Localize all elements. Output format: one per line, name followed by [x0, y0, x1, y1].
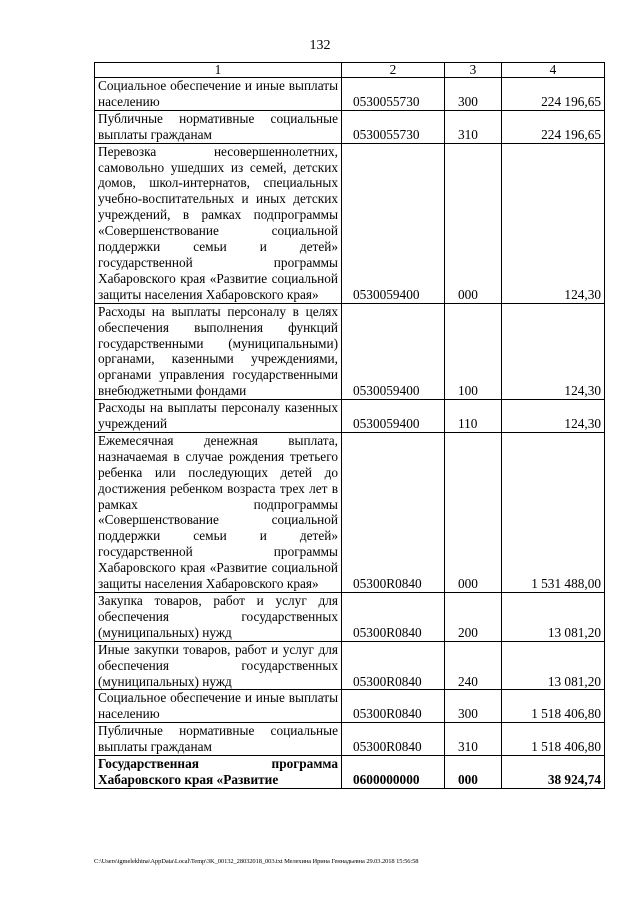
row-type-cell: 110 [445, 400, 502, 433]
row-code-cell: 0530055730 [342, 110, 445, 143]
row-code-cell: 05300R0840 [342, 432, 445, 592]
row-code-cell: 05300R0840 [342, 723, 445, 756]
row-type-cell: 000 [445, 432, 502, 592]
row-name-cell: Расходы на выплаты персоналу в целях обеспечения выполнения функций государственными (муниципальными) органами, казенными учреждениями, органами управления государственными внебюджетными фондами [95, 303, 342, 399]
row-name-cell: Государственная программа Хабаровского края «Развитие [95, 756, 342, 789]
table-row [95, 78, 605, 111]
table-row [95, 143, 605, 303]
row-sum-cell: 224 196,65 [502, 78, 605, 111]
table-header-row [95, 63, 605, 78]
table-row [95, 641, 605, 690]
row-name-cell: Иные закупки товаров, работ и услуг для обеспечения государственных (муниципальных) нужд [95, 641, 342, 690]
row-name-cell: Ежемесячная денежная выплата, назначаемая в случае рождения третьего ребенка или последующих детей до достижения ребенком возраста трех лет в рамках подпрограммы «Совершенствование социальной поддержки семьи и детей» государственной программы Хабаровского края «Развитие социальной защиты населения Хабаровского края» [95, 432, 342, 592]
row-name-cell: Перевозка несовершеннолетних, самовольно ушедших из семей, детских домов, школ-интернатов, специальных учебно-воспитательных и иных детских учреждений, в рамках подпрограммы «Совершенствование социальной поддержки семьи и детей» государственной программы Хабаровского края «Развитие социальной защиты населения Хабаровского края» [95, 143, 342, 303]
budget-table [94, 62, 605, 789]
row-sum-cell: 124,30 [502, 400, 605, 433]
row-code-cell: 0530059400 [342, 400, 445, 433]
row-code-cell: 0530055730 [342, 78, 445, 111]
table-row [95, 303, 605, 399]
table-row [95, 690, 605, 723]
row-type-cell: 310 [445, 110, 502, 143]
row-sum-cell: 1 518 406,80 [502, 690, 605, 723]
table-row [95, 723, 605, 756]
footer-file-path: C:\Users\igmelekhina\AppData\Local\Temp\3K_00132_28032018_003.txt Мелехина Ирина Геннадьевна 29.03.2018 15:56:58 [94, 858, 419, 865]
table-row [95, 756, 605, 789]
row-sum-cell: 13 081,20 [502, 593, 605, 642]
row-type-cell: 000 [445, 143, 502, 303]
row-type-cell: 300 [445, 78, 502, 111]
row-name-cell: Социальное обеспечение и иные выплаты населению [95, 78, 342, 111]
row-name-cell: Социальное обеспечение и иные выплаты населению [95, 690, 342, 723]
row-type-cell: 000 [445, 756, 502, 789]
row-code-cell: 0530059400 [342, 143, 445, 303]
table-row [95, 110, 605, 143]
row-sum-cell: 38 924,74 [502, 756, 605, 789]
row-code-cell: 05300R0840 [342, 641, 445, 690]
table-row [95, 400, 605, 433]
row-sum-cell: 13 081,20 [502, 641, 605, 690]
header-cell-4: 4 [502, 63, 605, 78]
row-sum-cell: 124,30 [502, 303, 605, 399]
row-type-cell: 310 [445, 723, 502, 756]
row-code-cell: 05300R0840 [342, 690, 445, 723]
row-sum-cell: 1 518 406,80 [502, 723, 605, 756]
row-type-cell: 100 [445, 303, 502, 399]
header-cell-1: 1 [95, 63, 342, 78]
row-code-cell: 05300R0840 [342, 593, 445, 642]
row-type-cell: 240 [445, 641, 502, 690]
table-row [95, 593, 605, 642]
row-sum-cell: 124,30 [502, 143, 605, 303]
row-sum-cell: 224 196,65 [502, 110, 605, 143]
row-name-cell: Закупка товаров, работ и услуг для обеспечения государственных (муниципальных) нужд [95, 593, 342, 642]
row-code-cell: 0530059400 [342, 303, 445, 399]
row-type-cell: 300 [445, 690, 502, 723]
page-number: 132 [309, 38, 331, 53]
row-code-cell: 0600000000 [342, 756, 445, 789]
header-cell-2: 2 [342, 63, 445, 78]
row-name-cell: Публичные нормативные социальные выплаты гражданам [95, 110, 342, 143]
header-cell-3: 3 [445, 63, 502, 78]
row-sum-cell: 1 531 488,00 [502, 432, 605, 592]
row-name-cell: Расходы на выплаты персоналу казенных учреждений [95, 400, 342, 433]
row-name-cell: Публичные нормативные социальные выплаты гражданам [95, 723, 342, 756]
table-row [95, 432, 605, 592]
row-type-cell: 200 [445, 593, 502, 642]
